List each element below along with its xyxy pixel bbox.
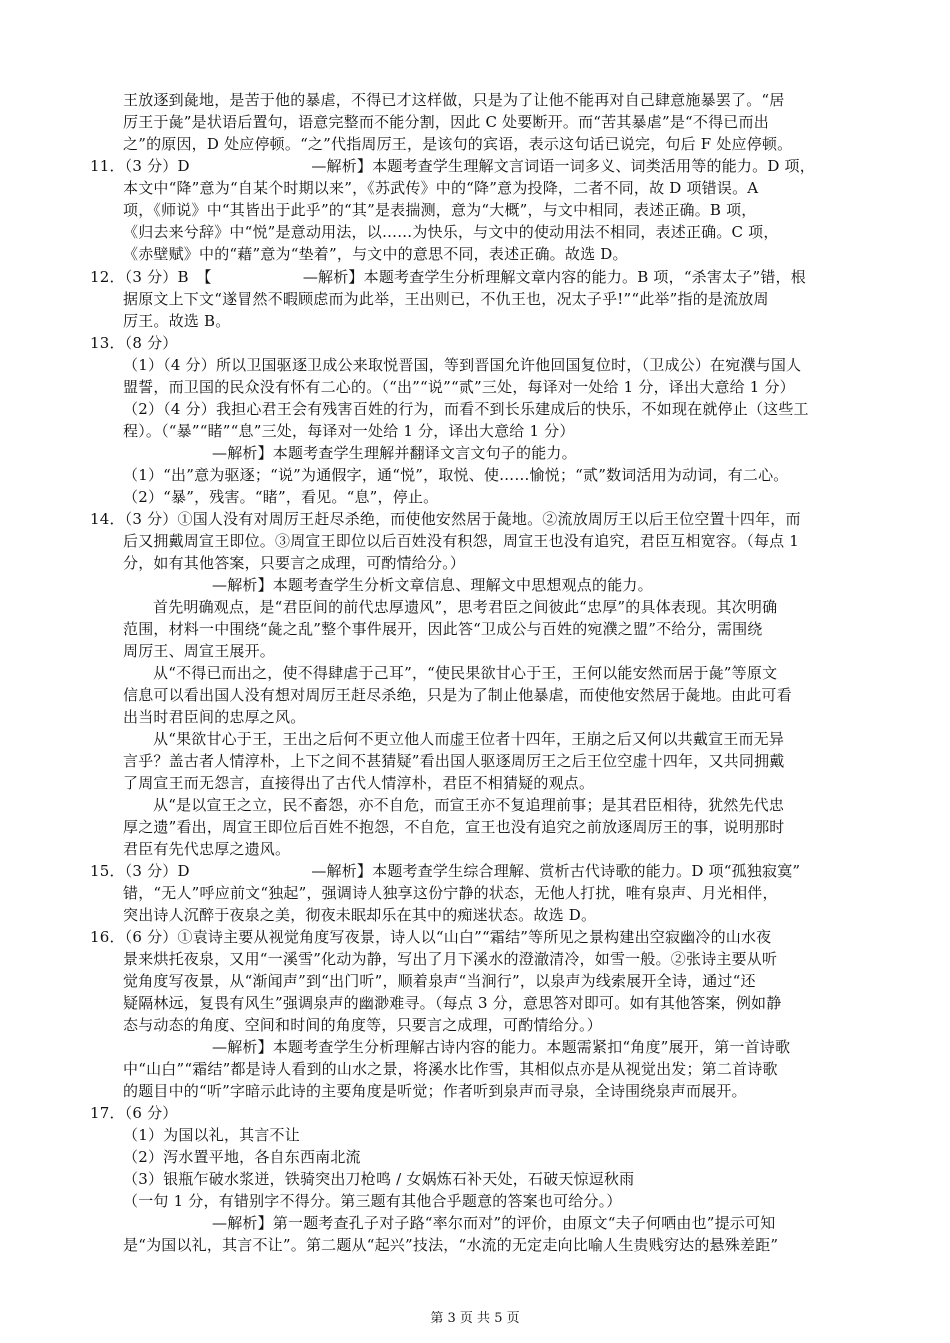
question-17: 17．（6 分） xyxy=(90,1104,178,1122)
text-line: 中“山白”“霜结”都是诗人看到的山水之景，将溪水比作雪，其相似点亦是从视觉出发；第二首诗歌 xyxy=(123,1060,778,1078)
question-16: 16．（6 分）①袁诗主要从视觉角度写夜景，诗人以“山白”“霜结”等所见之景构建出空寂幽冷的山水夜 xyxy=(90,928,772,946)
analysis-line: —解析】本题考查学生分析理解古诗内容的能力。本题需紧扣“角度”展开，第一首诗歌 xyxy=(212,1038,791,1056)
analysis-line: —解析】本题考查学生理解并翻译文言文句子的能力。 xyxy=(212,444,577,462)
text-line: 突出诗人沉醉于夜泉之美，彻夜未眠却乐在其中的痴迷状态。故选 D。 xyxy=(123,906,597,924)
text-line: 景来烘托夜泉，又用“一溪雪”化动为静，写出了月下溪水的澄澈清冷，如雪一般。②张诗主要从听 xyxy=(123,950,778,968)
text-line: 厉王于彘”是状语后置句，语意完整而不能分割，因此 C 处要断开。而“苦其暴虐”是“不得已而出 xyxy=(123,113,769,131)
question-13: 13．（8 分） xyxy=(90,334,178,352)
question-14: 14．（3 分）①国人没有对周厉王赶尽杀绝，而使他安然居于彘地。②流放周厉王以后王位空置十四年，而 xyxy=(90,510,801,528)
text-line: 错，“无人”呼应前文“独起”，强调诗人独享这份宁静的状态，无他人打扰，唯有泉声、月光相伴， xyxy=(123,884,778,902)
text-line: （1）“出”意为驱逐；“说”为通假字，通“悦”，取悦、使……愉悦；“贰”数词活用为动词，有二心。 xyxy=(123,466,789,484)
text-line: 从“果欲甘心于王，王出之后何不更立他人而虚王位者十四年，王崩之后又何以共戴宣王而无异 xyxy=(153,730,785,748)
text-line: 了周宣王而无怨言，直接得出了古代人情淳朴，君臣不相猜疑的观点。 xyxy=(123,774,595,792)
text-line: 王放逐到彘地，是苦于他的暴虐，不得已才这样做，只是为了让他不能再对自己肆意施暴罢了。“居 xyxy=(123,91,785,109)
text-line: （1）（4 分）所以卫国驱逐卫成公来取悦晋国，等到晋国允许他回国复位时，（卫成公）在宛濮与国人 xyxy=(123,356,802,374)
text-line: （2）（4 分）我担心君王会有残害百姓的行为，而看不到长乐建成后的快乐，不如现在就停止（这些工 xyxy=(123,400,809,418)
text-line: 据原文上下文“遂冒然不暇顾虑而为此举，王出则已，不仇王也，况太子乎!”“此举”指的是流放周 xyxy=(123,290,769,308)
text-line: 项，《师说》中“其皆出于此乎”的“其”是表揣测，意为“大概”，与文中相同，表述正确。B 项， xyxy=(123,201,757,219)
text-line: （3）银瓶乍破水浆迸，铁骑突出刀枪鸣 / 女娲炼石补天处，石破天惊逗秋雨 xyxy=(123,1170,635,1188)
text-line: 本文中“降”意为“自某个时期以来”，《苏武传》中的“降”意为投降，二者不同，故 D 项错误。A xyxy=(123,179,759,197)
text-line: 态与动态的角度、空间和时间的角度等，只要言之成理，可酌情给分。） xyxy=(123,1016,602,1034)
text-line: 分，如有其他答案，只要言之成理，可酌情给分。） xyxy=(123,554,466,572)
text-line: （2）“暴”，残害。“睹”，看见。“息”，停止。 xyxy=(123,488,439,506)
text-line: 觉角度写夜景，从“渐闻声”到“出门听”，顺着泉声“当涧行”，以泉声为线索展开全诗，通过“还 xyxy=(123,972,756,990)
text-line: 君臣有先代忠厚之遗风。 xyxy=(123,840,291,858)
analysis-line: —解析】本题考查学生分析文章信息、理解文中思想观点的能力。 xyxy=(212,576,653,594)
text-line: 后又拥戴周宣王即位。③周宣王即位以后百姓没有积怨，周宣王也没有追究，君臣互相宽容。（每点 1 xyxy=(123,532,800,550)
text-line: 是“为国以礼，其言不让”。第二题从“起兴”技法，“水流的无定走向比喻人生贵贱穷达的悬殊差距” xyxy=(123,1236,779,1254)
text-line: 疑隔林远，复畏有风生”强调泉声的幽渺难寻。（每点 3 分，意思答对即可。如有其他答案，例如静 xyxy=(123,994,782,1012)
text-line: 言乎？盖古者人情淳朴，上下之间不甚猜疑”看出国人驱逐周厉王之后王位空虚十四年，又共同拥戴 xyxy=(123,752,785,770)
text-line: 信息可以看出国人没有想对周厉王赶尽杀绝，只是为了制止他暴虐，而使他安然居于彘地。由此可看 xyxy=(123,686,792,704)
text-line: 厚之遗”看出，周宣王即位后百姓不抱怨，不自危，宣王也没有追究之前放逐周厉王的事，说明那时 xyxy=(123,818,785,836)
text-line: 盟誓，而卫国的民众没有怀有二心的。（“出”“说”“贰”三处，每译对一处给 1 分，译出大意给 1 分） xyxy=(123,378,795,396)
text-line: 之”的原因，D 处应停顿。“之”代指周厉王，是该句的宾语，表示这句话已说完，句后 F 处应停顿。 xyxy=(123,135,793,153)
question-15: 15．（3 分）D —解析】本题考查学生综合理解、赏析古代诗歌的能力。D 项“孤独寂寞” xyxy=(90,862,801,880)
text-line: 《归去来兮辞》中“悦”是意动用法，以……为快乐，与文中的使动用法不相同，表述正确。C 项， xyxy=(123,223,779,241)
text-line: （2）泻水置平地，各自东西南北流 xyxy=(123,1148,361,1166)
text-line: 周厉王、周宣王展开。 xyxy=(123,642,276,660)
question-11: 11．（3 分）D —解析】本题考查学生理解文言词语一词多义、词类活用等的能力。D 项， xyxy=(90,157,815,175)
text-line: 《赤壁赋》中的“藉”意为“垫着”，与文中的意思不同，表述正确。故选 D。 xyxy=(123,245,628,263)
question-12: 12．（3 分）B 【 —解析】本题考查学生分析理解文章内容的能力。B 项，“杀害太子”错，根 xyxy=(90,268,806,286)
text-line: 范围，材料一中围绕“彘之乱”整个事件展开，因此答“卫成公与百姓的宛濮之盟”不给分，需围绕 xyxy=(123,620,763,638)
text-line: 出当时君臣间的忠厚之风。 xyxy=(123,708,306,726)
page-footer: 第 3 页 共 5 页 xyxy=(430,1311,520,1326)
text-line: 从“不得已而出之，使不得肆虐于己耳”，“使民果欲甘心于王，王何以能安然而居于彘”等原文 xyxy=(153,664,778,682)
text-line: 首先明确观点，是“君臣间的前代忠厚遗风”，思考君臣之间彼此“忠厚”的具体表现。其次明确 xyxy=(153,598,778,616)
text-line: （1）为国以礼，其言不让 xyxy=(123,1126,300,1144)
text-line: 从“是以宣王之立，民不畜怨，亦不自危，而宣王亦不复追理前事；是其君臣相待，犹然先代忠 xyxy=(153,796,785,814)
text-line: （一句 1 分，有错别字不得分。第三题有其他合乎题意的答案也可给分。） xyxy=(123,1192,622,1210)
text-line: 厉王。故选 B。 xyxy=(123,312,231,330)
text-line: 程）。（“暴”“睹”“息”三处，每译对一处给 1 分，译出大意给 1 分） xyxy=(123,422,575,440)
text-line: 的题目中的“听”字暗示此诗的主要角度是听觉；作者听到泉声而寻泉，全诗围绕泉声而展开。 xyxy=(123,1082,747,1100)
analysis-line: —解析】第一题考查孔子对子路“率尔而对”的评价，由原文“夫子何哂由也”提示可知 xyxy=(212,1214,776,1232)
